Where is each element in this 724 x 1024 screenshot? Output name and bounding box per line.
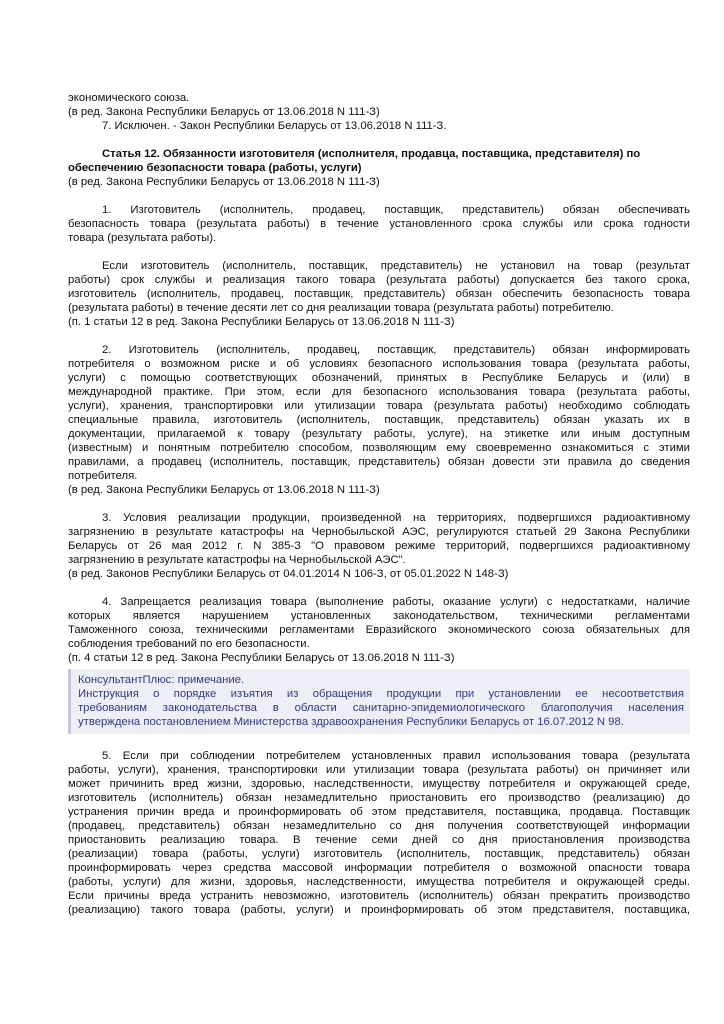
text-line: документации, прилагаемой к товару (результату работы, услуге), на этикетке или иным доступным xyxy=(68,428,690,440)
text-line: 4. Запрещается реализация товара (выполнение работы, оказание услуги) с недостатками, наличие xyxy=(102,596,690,608)
preceding-text xyxy=(68,91,690,133)
paragraph-3 xyxy=(68,511,690,581)
paragraph-2 xyxy=(68,343,690,497)
amendment-note: (в ред. Законов Республики Беларусь от 04.01.2014 N 106-З, от 05.01.2022 N 148-З) xyxy=(68,568,509,580)
text-line: международной практике. При этом, если для безопасного использования товара (результата работы, xyxy=(68,386,690,398)
text-line: загрязнению в результате катастрофы на Чернобыльской АЭС, регулируются статьей 29 Закона Республики xyxy=(68,526,690,538)
text-line: (реализации) товара (работы, услуги) изготовитель (исполнитель, поставщик, представитель) обязан xyxy=(68,848,690,860)
text-line: потребителя о возможном риске и об условиях безопасного использования товара (результата работы, xyxy=(68,358,690,370)
text-line: изготовитель (исполнитель) обязан незамедлительно приостановить его производство (реализацию) до xyxy=(68,792,690,804)
amendment-note: (в ред. Закона Республики Беларусь от 13.06.2018 N 111-З) xyxy=(68,106,380,118)
document-page xyxy=(68,91,690,917)
text-line: потребителя. xyxy=(68,470,138,482)
text-line: может причинить вред жизни, здоровью, наследственности, имуществу потребителя и окружающей среде, xyxy=(68,778,690,790)
text-line: Если изготовитель (исполнитель, поставщик, представитель) не установил на товар (результат xyxy=(102,260,690,272)
article-title-line: Статья 12. Обязанности изготовителя (исполнителя, продавца, поставщика, представителя) по xyxy=(102,148,641,160)
paragraph-4 xyxy=(68,595,690,665)
text-line: безопасность товара (результата работы) в течение установленного срока службы или срока годности xyxy=(68,218,690,230)
text-line: Таможенного союза, техническими регламентами Евразийского экономического союза обязательных для xyxy=(68,624,690,636)
text-line: 5. Если при соблюдении потребителем установленных правил использования товара (результата xyxy=(102,750,690,762)
amendment-note: (в ред. Закона Республики Беларусь от 13.06.2018 N 111-З) xyxy=(68,176,380,188)
text-line: изготовитель (исполнитель, продавец, поставщик, представитель) обязан обеспечить безопасность товара xyxy=(68,288,690,300)
text-line: Если причины вреда устранить невозможно, изготовитель (исполнитель) обязан прекратить производство xyxy=(68,890,690,902)
amendment-note: (п. 4 статьи 12 в ред. Закона Республики Беларусь от 13.06.2018 N 111-З) xyxy=(68,652,455,664)
note-label: КонсультантПлюс: примечание. xyxy=(78,674,245,686)
text-line: которых является нарушением установленных законодательством, техническими регламентами xyxy=(68,610,690,622)
text-line: приостановить реализацию товара. В течение семи дней со дня приостановления производства xyxy=(68,834,690,846)
text-line: работы) срок службы и реализация такого товара (результата работы) допускается без такого срока, xyxy=(68,274,690,286)
text-line: услуги), хранения, транспортировки или утилизации товара (результата работы) необходимо соблюдать xyxy=(68,400,690,412)
note-line: Инструкция о порядке изъятия из обращения продукции при установлении ее несоответствия xyxy=(78,688,684,700)
text-line: 1. Изготовитель (исполнитель, продавец, поставщик, представитель) обязан обеспечивать xyxy=(102,204,690,216)
item-7-excluded: 7. Исключен. - Закон Республики Беларусь от 13.06.2018 N 111-З. xyxy=(102,120,447,132)
text-line: проинформировать через средства массовой информации потребителя о возможной опасности товара xyxy=(68,862,690,874)
text-line: (реализацию) такого товара (работы, услуги) и проинформировать об этом представителя, поставщика, xyxy=(68,904,690,916)
text-line: товара (результата работы). xyxy=(68,232,217,244)
text-line: правилами, а продавец (исполнитель, поставщик, представитель) обязан довести эти правила до сведения xyxy=(68,456,690,468)
text-line: соблюдения требований по его безопасности. xyxy=(68,638,310,650)
text-line: работы, услуги), хранения, транспортировки или утилизации товара (результата работы) он причиняет или xyxy=(68,764,690,776)
note-line: утверждена постановлением Министерства здравоохранения Республики Беларусь от 16.07.2012 N 98. xyxy=(78,716,624,728)
consultant-plus-note xyxy=(68,669,690,734)
text-line: 2. Изготовитель (исполнитель, продавец, поставщик, представитель) обязан информировать xyxy=(102,344,690,356)
text-line: услуги) с помощью соответствующих обозначений, принятых в Республике Беларусь и (или) в xyxy=(68,372,690,384)
text-line: (результата работы) в течение десяти лет со дня реализации товара (результата работы) потребителю. xyxy=(68,302,614,314)
text-line: 3. Условия реализации продукции, произведенной на территориях, подвергшихся радиоактивному xyxy=(102,512,690,524)
text-line: загрязнению в результате катастрофы на Чернобыльской АЭС". xyxy=(68,554,406,566)
text-line: специальные правила, изготовитель (исполнитель, поставщик, представитель) обязан указать их в xyxy=(68,414,690,426)
text-line: устранения причин вреда и проинформировать об этом представителя, поставщика, продавца. Поставщик xyxy=(68,806,690,818)
text-line: (работы, услуги) для жизни, здоровья, наследственности, имущества потребителя и окружающей среды. xyxy=(68,876,690,888)
paragraph-1 xyxy=(68,203,690,245)
article-title-line: обеспечению безопасности товара (работы, услуги) xyxy=(68,162,362,174)
paragraph-1-part-2 xyxy=(68,259,690,329)
text-line: экономического союза. xyxy=(68,92,190,104)
article-12-heading xyxy=(68,147,690,189)
amendment-note: (п. 1 статьи 12 в ред. Закона Республики Беларусь от 13.06.2018 N 111-З) xyxy=(68,316,455,328)
paragraph-5 xyxy=(68,749,690,917)
amendment-note: (в ред. Закона Республики Беларусь от 13.06.2018 N 111-З) xyxy=(68,484,380,496)
text-line: Беларусь от 26 мая 2012 г. N 385-З "О правовом режиме территорий, подвергшихся радиоактивному xyxy=(68,540,690,552)
text-line: (известным) и понятным потребителю способом, позволяющим ему своевременно ознакомиться с этими xyxy=(68,442,690,454)
note-line: требованиям законодательства в области санитарно-эпидемиологического благополучия населения xyxy=(78,702,684,714)
text-line: (продавец, представитель) обязан незамедлительно со дня получения соответствующей информации xyxy=(68,820,690,832)
